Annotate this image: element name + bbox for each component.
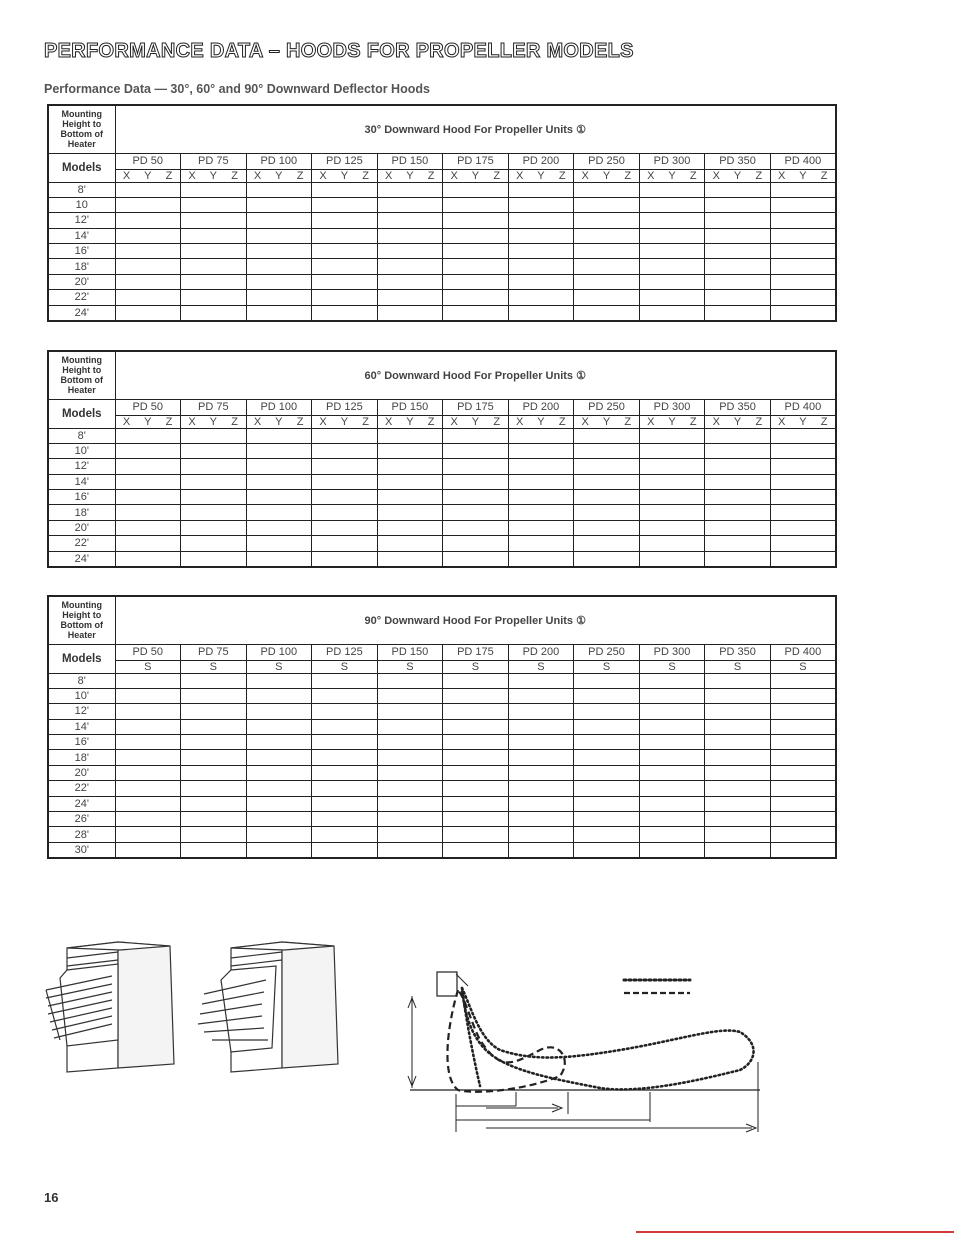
sub-column-label: X xyxy=(188,169,196,182)
mounting-height-cell: 16' xyxy=(48,490,115,505)
sub-column-label: X xyxy=(253,169,262,182)
model-header: PD 75 xyxy=(181,399,247,415)
sub-column-label: X xyxy=(450,415,458,428)
mounting-label-line: Heater xyxy=(67,630,96,641)
mounting-height-cell: 20' xyxy=(48,765,115,780)
air-throw-diagram xyxy=(408,972,760,1132)
mounting-label-line: Heater xyxy=(67,385,96,396)
sub-column-label: Y xyxy=(799,415,807,428)
mounting-height-cell: 16' xyxy=(48,244,115,259)
model-header: PD 150 xyxy=(377,153,443,169)
sub-column-label: S xyxy=(275,660,283,673)
sub-column-label: X xyxy=(516,415,524,428)
model-header: PD 250 xyxy=(574,399,640,415)
model-header: PD 300 xyxy=(639,644,705,660)
sub-column-label: Z xyxy=(296,415,304,428)
mounting-label-line: Height to xyxy=(62,610,102,621)
sub-column-label: S xyxy=(602,660,611,673)
mounting-label-line: Bottom of xyxy=(60,620,103,631)
sub-column-label: Z xyxy=(820,169,828,182)
mounting-height-cell: 8' xyxy=(48,428,115,443)
mounting-height-cell: 28' xyxy=(48,827,115,842)
model-header: PD 400 xyxy=(770,399,836,415)
sub-column-label: Y xyxy=(799,169,807,182)
page-title: PERFORMANCE DATA – HOODS FOR PROPELLER MODELS xyxy=(44,40,634,62)
mounting-height-cell: 22' xyxy=(48,781,115,796)
sub-column-label: Y xyxy=(275,169,283,182)
heater-symbol xyxy=(437,972,457,996)
page-number: 16 xyxy=(44,1190,59,1205)
model-header: PD 100 xyxy=(246,644,312,660)
footer-accent-rule xyxy=(636,1231,954,1233)
mounting-label-line: Heater xyxy=(67,139,96,150)
sub-column-label: X xyxy=(253,415,262,428)
model-header: PD 50 xyxy=(115,644,181,660)
sub-column-label: Z xyxy=(558,169,566,182)
sub-column-label: X xyxy=(581,415,589,428)
sub-column-label: Z xyxy=(755,415,763,428)
mounting-height-cell: 20' xyxy=(48,274,115,289)
model-header: PD 400 xyxy=(770,644,836,660)
sub-column-label: X xyxy=(712,415,720,428)
model-header: PD 200 xyxy=(508,644,574,660)
model-header: PD 400 xyxy=(770,153,836,169)
sub-column-label: S xyxy=(144,660,152,673)
mounting-height-cell: 24' xyxy=(48,551,115,566)
sub-column-label: Y xyxy=(602,169,611,182)
sub-column-label: Y xyxy=(733,415,742,428)
sub-column-label: Y xyxy=(144,415,152,428)
mounting-height-cell: 26' xyxy=(48,812,115,827)
mounting-height-cell: 22' xyxy=(48,536,115,551)
mounting-label-line: Mounting xyxy=(61,109,102,120)
mounting-height-cell: 18' xyxy=(48,505,115,520)
sub-column-label: Y xyxy=(209,169,217,182)
mounting-height-cell: 14' xyxy=(48,474,115,489)
sub-column-label: Z xyxy=(427,169,435,182)
model-header: PD 350 xyxy=(705,399,771,415)
model-header: PD 250 xyxy=(574,644,640,660)
sub-column-label: Z xyxy=(820,415,828,428)
mounting-height-cell: 8' xyxy=(48,673,115,688)
sub-column-label: X xyxy=(188,415,196,428)
model-header: PD 250 xyxy=(574,153,640,169)
mounting-height-cell: 16' xyxy=(48,735,115,750)
sub-column-label: Z xyxy=(362,169,369,182)
hood-table-title: 60° Downward Hood For Propeller Units ① xyxy=(115,351,836,399)
mounting-height-cell: 22' xyxy=(48,290,115,305)
hood-table-title: 30° Downward Hood For Propeller Units ① xyxy=(115,105,836,153)
sub-column-label: S xyxy=(799,660,807,673)
sub-column-label: Z xyxy=(689,169,697,182)
sub-column-label: X xyxy=(122,415,131,428)
sub-column-label: S xyxy=(471,660,480,673)
sub-column-label: Y xyxy=(406,415,414,428)
sub-column-label: X xyxy=(778,169,786,182)
sub-column-label: X xyxy=(516,169,524,182)
model-header: PD 175 xyxy=(443,644,509,660)
model-header: PD 175 xyxy=(443,153,509,169)
sub-column-label: Y xyxy=(340,169,349,182)
sub-column-label: X xyxy=(647,169,655,182)
sub-column-label: Y xyxy=(275,415,283,428)
sub-column-label: Z xyxy=(755,169,763,182)
model-header: PD 350 xyxy=(705,153,771,169)
mounting-label-line: Mounting xyxy=(61,600,102,611)
model-header: PD 50 xyxy=(115,399,181,415)
sub-column-label: Z xyxy=(493,169,501,182)
sub-column-label: Z xyxy=(689,415,697,428)
sub-column-label: Y xyxy=(471,169,480,182)
model-header: PD 150 xyxy=(377,644,443,660)
sub-column-label: Z xyxy=(624,415,632,428)
sub-column-label: Y xyxy=(144,169,152,182)
model-header: PD 100 xyxy=(246,153,312,169)
sub-column-label: S xyxy=(733,660,742,673)
sub-column-label: S xyxy=(340,660,349,673)
mounting-height-cell: 24' xyxy=(48,796,115,811)
mounting-height-cell: 14' xyxy=(48,719,115,734)
sub-column-label: Y xyxy=(537,169,545,182)
mounting-height-cell: 12' xyxy=(48,459,115,474)
sub-column-label: Z xyxy=(493,415,501,428)
sub-column-label: Z xyxy=(296,169,304,182)
sub-column-label: S xyxy=(209,660,217,673)
sub-column-label: X xyxy=(384,169,393,182)
model-header: PD 300 xyxy=(639,399,705,415)
mounting-label-line: Bottom of xyxy=(60,129,103,140)
sub-column-label: S xyxy=(537,660,545,673)
mounting-height-cell: 12' xyxy=(48,213,115,228)
sub-column-label: Z xyxy=(231,415,238,428)
model-header: PD 350 xyxy=(705,644,771,660)
sub-column-label: X xyxy=(647,415,655,428)
mounting-height-cell: 20' xyxy=(48,520,115,535)
model-header: PD 50 xyxy=(115,153,181,169)
mounting-label-line: Bottom of xyxy=(60,375,103,386)
mounting-height-cell: 14' xyxy=(48,228,115,243)
model-header: PD 300 xyxy=(639,153,705,169)
sub-column-label: Z xyxy=(558,415,566,428)
mounting-height-cell: 18' xyxy=(48,750,115,765)
sub-column-label: X xyxy=(319,415,327,428)
sub-column-label: Y xyxy=(406,169,414,182)
sub-column-label: Y xyxy=(471,415,480,428)
sub-column-label: X xyxy=(450,169,458,182)
hood-table-title: 90° Downward Hood For Propeller Units ① xyxy=(115,596,836,644)
models-label: Models xyxy=(48,644,115,673)
sub-column-label: Y xyxy=(668,169,676,182)
model-header: PD 175 xyxy=(443,399,509,415)
sub-column-label: S xyxy=(668,660,676,673)
hood-unit-30-illustration xyxy=(46,942,174,1072)
mounting-label-line: Height to xyxy=(62,365,102,376)
model-header: PD 200 xyxy=(508,399,574,415)
sub-column-label: Z xyxy=(362,415,369,428)
sub-column-label: Z xyxy=(165,169,173,182)
sub-column-label: Y xyxy=(602,415,611,428)
sub-column-label: X xyxy=(384,415,393,428)
model-header: PD 125 xyxy=(312,399,378,415)
model-header: PD 100 xyxy=(246,399,312,415)
mounting-height-cell: 24' xyxy=(48,305,115,320)
sub-column-label: Z xyxy=(165,415,173,428)
sub-column-label: S xyxy=(406,660,414,673)
sub-column-label: Z xyxy=(624,169,632,182)
mounting-height-cell: 10' xyxy=(48,688,115,703)
model-header: PD 75 xyxy=(181,644,247,660)
mounting-height-cell: 10 xyxy=(48,197,115,212)
model-header: PD 125 xyxy=(312,644,378,660)
mounting-label-line: Mounting xyxy=(61,355,102,366)
sub-column-label: Y xyxy=(537,415,545,428)
sub-column-label: Z xyxy=(231,169,238,182)
mounting-label-line: Height to xyxy=(62,119,102,130)
sub-column-label: X xyxy=(122,169,131,182)
page-subtitle: Performance Data — 30°, 60° and 90° Downward Deflector Hoods xyxy=(44,82,430,96)
mounting-height-cell: 8' xyxy=(48,182,115,197)
models-label: Models xyxy=(48,399,115,428)
sub-column-label: X xyxy=(712,169,720,182)
sub-column-label: Y xyxy=(340,415,349,428)
throw-curve-dotted xyxy=(462,988,754,1089)
sub-column-label: Y xyxy=(668,415,676,428)
mounting-height-cell: 30' xyxy=(48,842,115,857)
models-label: Models xyxy=(48,153,115,182)
sub-column-label: X xyxy=(319,169,327,182)
sub-column-label: X xyxy=(778,415,786,428)
mounting-height-cell: 12' xyxy=(48,704,115,719)
sub-column-label: Y xyxy=(733,169,742,182)
model-header: PD 150 xyxy=(377,399,443,415)
model-header: PD 125 xyxy=(312,153,378,169)
mounting-height-cell: 18' xyxy=(48,259,115,274)
hood-unit-60-illustration xyxy=(198,942,338,1072)
mounting-height-cell: 10' xyxy=(48,443,115,458)
sub-column-label: Y xyxy=(209,415,217,428)
model-header: PD 200 xyxy=(508,153,574,169)
sub-column-label: X xyxy=(581,169,589,182)
model-header: PD 75 xyxy=(181,153,247,169)
sub-column-label: Z xyxy=(427,415,435,428)
